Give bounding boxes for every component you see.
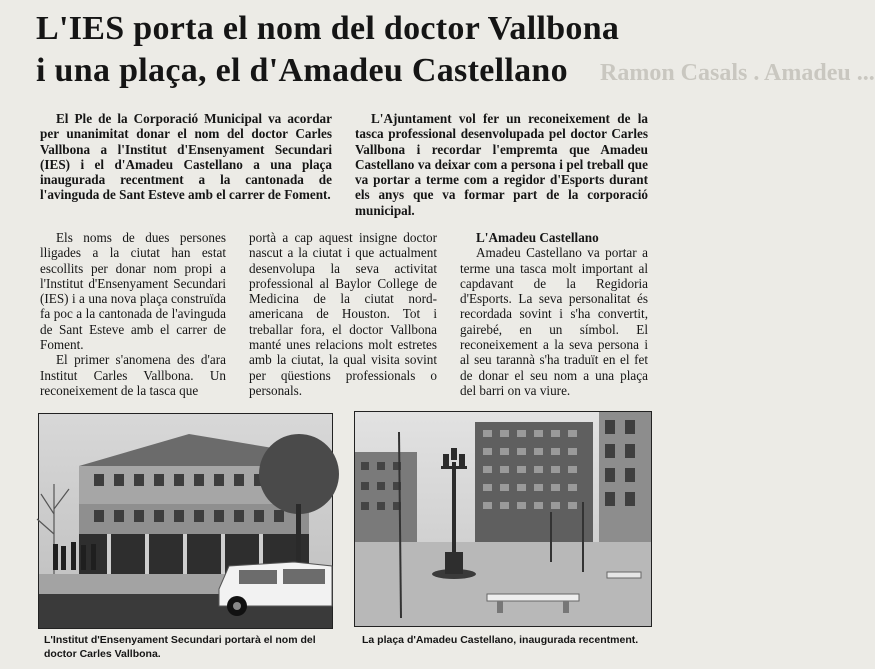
subhead-amadeu: L'Amadeu Castellano	[476, 230, 599, 245]
lead-left-text: El Ple de la Corporació Municipal va acordar per unanimitat donar el nom del doctor Carles Vallbona a l'Institut d'Ensenyament Secundari (IES) i el d'Amadeu Castellano a una plaça inaugurada recentment a la cantonada de l'avinguda de Sant Esteve amb el carrer de Foment.	[40, 111, 332, 203]
caption-left	[44, 633, 344, 661]
body-col2-para-1: portà a cap aquest insigne doctor nascut a la ciutat i que actualment desenvolupa la seva activitat professional al Baylor College de Medicina de la ciutat nord-americana de Houston. Tot i treballar fora, el doctor Vallbona manté unes relacions molt estretes amb la ciutat, la qual visita sovint per qüestions professionals o personals.	[249, 230, 437, 398]
body-col1-para-2: El primer s'anomena des d'ara Institut Carles Vallbona. Un reconeixement de la tasca que	[40, 352, 226, 398]
placa-castellano-image	[355, 412, 651, 626]
photo-institut-building	[38, 413, 333, 629]
bleed-through-text: Ramon Casals . Amadeu ...	[600, 60, 875, 86]
headline-line-2: i una plaça, el d'Amadeu Castellano	[36, 52, 568, 89]
lead-right	[355, 111, 648, 218]
institut-building-image	[39, 414, 332, 628]
lead-right-text: L'Ajuntament vol fer un reconeixement de la tasca professional desenvolupada pel doctor Carles Vallbona i recordar l'empremta que Amadeu Castellano va deixar com a persona i pel treball que va portar a terme com a regidor d'Esports durant els anys que va formar part de la corporació municipal.	[355, 111, 648, 218]
body-column-3	[460, 230, 648, 398]
body-column-1	[40, 230, 226, 398]
headline-line-1: L'IES porta el nom del doctor Vallbona	[36, 10, 620, 47]
headline	[36, 8, 646, 92]
caption-left-text: L'Institut d'Ensenyament Secundari portarà el nom del doctor Carles Vallbona.	[44, 634, 316, 660]
body-col3-para-1: Amadeu Castellano va portar a terme una tasca molt important al capdavant de la Regidoria d'Esports. La seva personalitat és recordada sovint i s'ha convertit, gairebé, en un símbol. El reconeixement a la seva persona i al seu tarannà s'ha traduït en el fet de donar el seu nom a una plaça del barri on va viure.	[460, 245, 648, 398]
lead-left	[40, 111, 332, 203]
caption-right-text: La plaça d'Amadeu Castellano, inaugurada recentment.	[362, 634, 639, 646]
caption-right	[362, 633, 652, 647]
body-col1-para-1: Els noms de dues persones lligades a la ciutat han estat escollits per donar nom propi a l'Institut d'Ensenyament Secundari (IES) i a una nova plaça construïda fa poc a la cantonada de l'avinguda de Sant Esteve amb el carrer de Foment.	[40, 230, 226, 353]
body-column-2	[249, 230, 437, 398]
photo-placa-castellano	[354, 411, 652, 627]
